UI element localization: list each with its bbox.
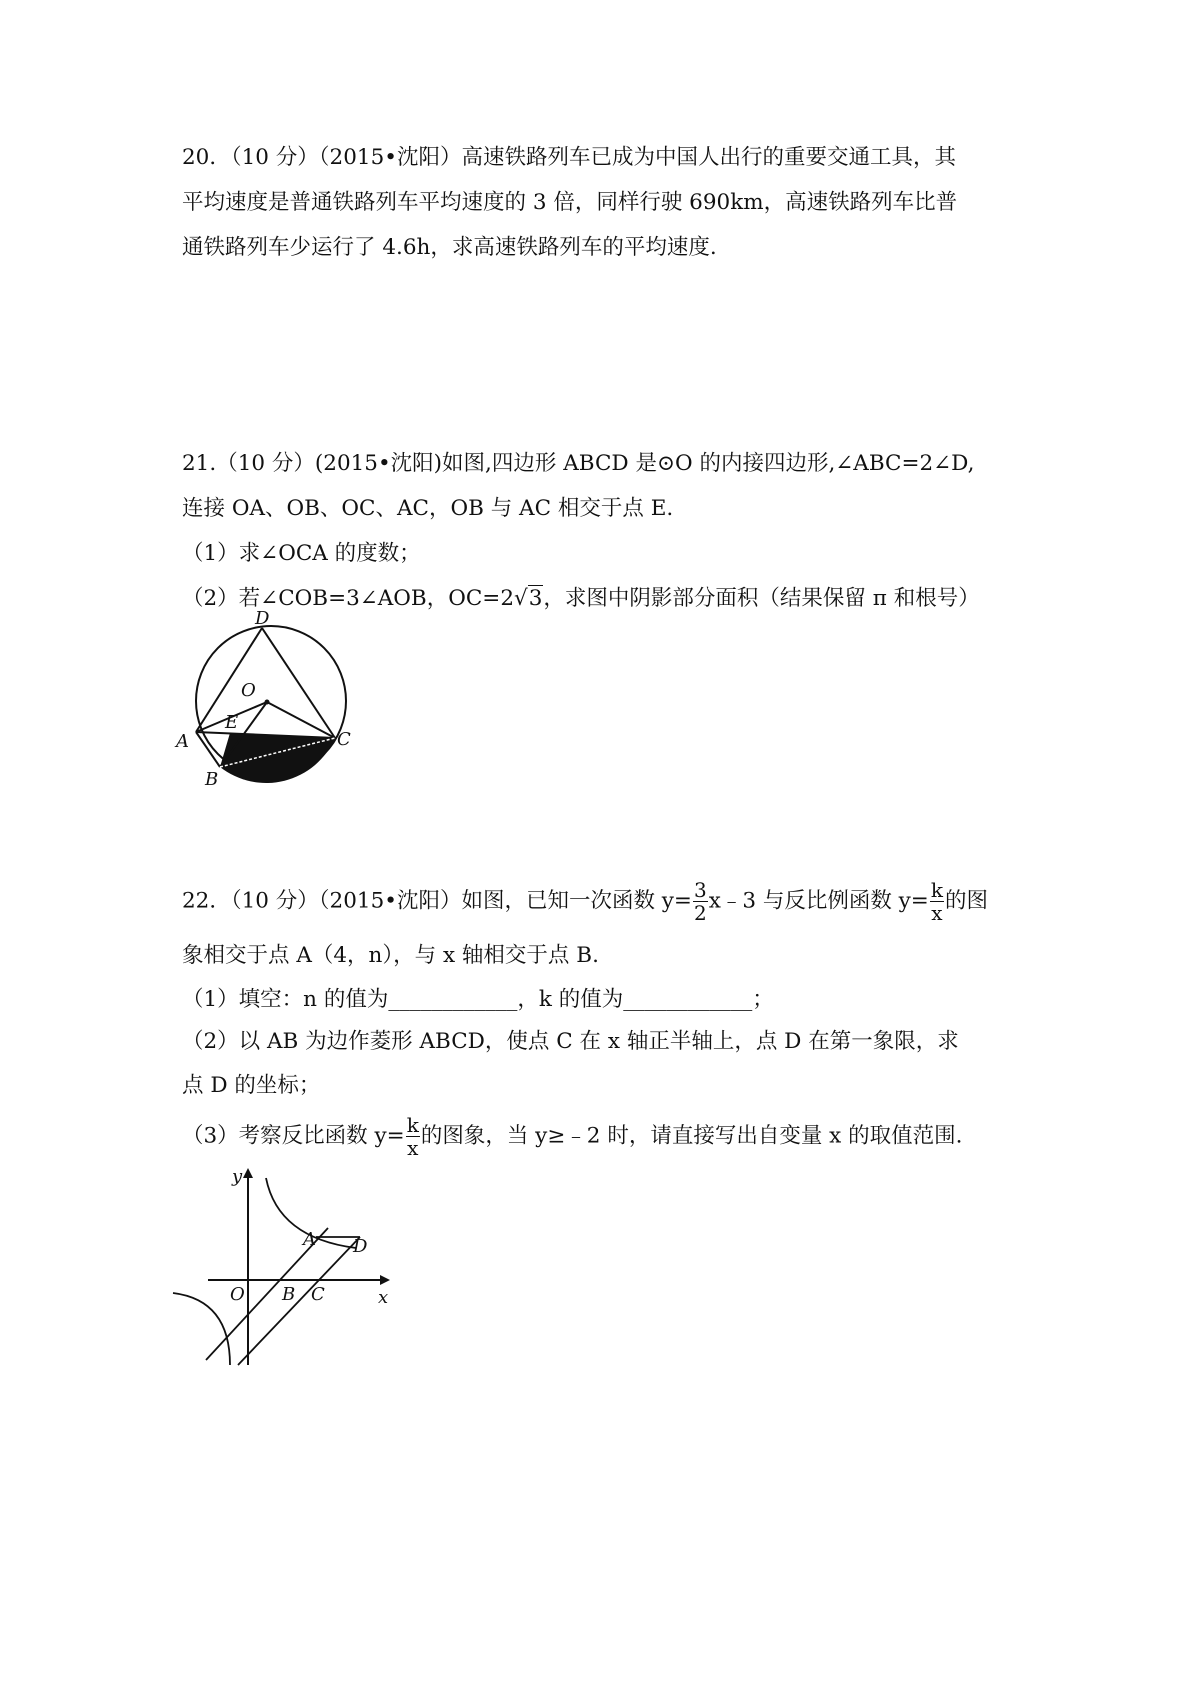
q22-line-2: 象相交于点 A（4，n），与 x 轴相交于点 B. (182, 943, 599, 968)
q21-part-2-text-b: ，求图中阴影部分面积（结果保留 π 和根号） (543, 586, 980, 611)
fraction-k-over-x (930, 880, 944, 923)
fraction-denominator: x (407, 1136, 419, 1160)
q22-part-2-line-2: 点 D 的坐标； (182, 1073, 321, 1098)
x-axis-arrow (380, 1275, 390, 1285)
fraction-k-over-x (406, 1115, 420, 1158)
fraction-numerator: 3 (693, 878, 707, 902)
q22-line-1-text-a: 22．（10 分）（2015•沈阳）如图，已知一次函数 y= (182, 888, 692, 914)
y-axis-arrow (243, 1168, 253, 1178)
label-c: C (337, 729, 351, 750)
label-o: O (241, 680, 256, 701)
q20-line-3: 通铁路列车少运行了 4.6h，求高速铁路列车的平均速度. (182, 235, 717, 260)
q20-line-1: 20．（10 分）（2015•沈阳）高速铁路列车已成为中国人出行的重要交通工具，其 (182, 145, 956, 170)
q20-line-2: 平均速度是普通铁路列车平均速度的 3 倍，同样行驶 690km，高速铁路列车比普 (182, 190, 958, 215)
q21-part-1: （1）求∠OCA 的度数； (182, 541, 421, 566)
label-e: E (225, 712, 239, 733)
q22-line-1-text-b: x﹣3 与反比例函数 y= (708, 888, 929, 914)
q22-part-3-text-b: 的图象，当 y≥﹣2 时，请直接写出自变量 x 的取值范围. (420, 1123, 963, 1149)
q22-graph-figure (178, 1160, 418, 1370)
fraction-three-halves (693, 880, 708, 923)
q22-part-2-line-1: （2）以 AB 为边作菱形 ABCD，使点 C 在 x 轴正半轴上，点 D 在第一象限，求 (182, 1029, 959, 1054)
q22-part-3 (182, 1115, 962, 1158)
label-c: C (311, 1284, 325, 1305)
q21-line-2: 连接 OA、OB、OC、AC，OB 与 AC 相交于点 E. (182, 496, 674, 521)
q21-part-2 (182, 584, 980, 614)
q22-part-1: （1）填空：n 的值为____________，k 的值为____________； (182, 987, 774, 1012)
q22-line-1 (182, 880, 988, 923)
q22-part-3-text-a: （3）考察反比函数 y= (182, 1123, 405, 1149)
label-o: O (230, 1284, 245, 1305)
sqrt-radicand: 3 (528, 586, 543, 611)
q21-circle-figure (176, 608, 368, 792)
q21-part-2-text-a: （2）若∠COB=3∠AOB，OC=2 (182, 586, 515, 611)
label-d: D (353, 1236, 368, 1257)
label-y: y (232, 1166, 243, 1187)
chord-dc (262, 628, 335, 738)
segment-oc (267, 702, 335, 738)
fraction-numerator: k (930, 878, 943, 902)
hyperbola-branch-2 (173, 1293, 230, 1365)
q21-line-1: 21.（10 分）(2015•沈阳)如图,四边形 ABCD 是⊙O 的内接四边形,∠ABC=2∠D, (182, 451, 975, 476)
q22-line-1-text-c: 的图 (944, 888, 988, 914)
center-point-o (265, 700, 270, 705)
shaded-region (220, 733, 335, 783)
fraction-numerator: k (406, 1113, 419, 1137)
label-d: D (255, 608, 270, 629)
label-a: A (303, 1229, 316, 1250)
line-cd (238, 1237, 360, 1365)
sqrt-expression: √3 (514, 586, 543, 611)
fraction-denominator: x (931, 901, 943, 925)
label-x: x (378, 1287, 389, 1308)
label-a: A (176, 731, 189, 752)
chord-ab (196, 732, 220, 767)
label-b: B (282, 1284, 296, 1305)
label-b: B (205, 769, 219, 790)
fraction-denominator: 2 (693, 901, 707, 925)
